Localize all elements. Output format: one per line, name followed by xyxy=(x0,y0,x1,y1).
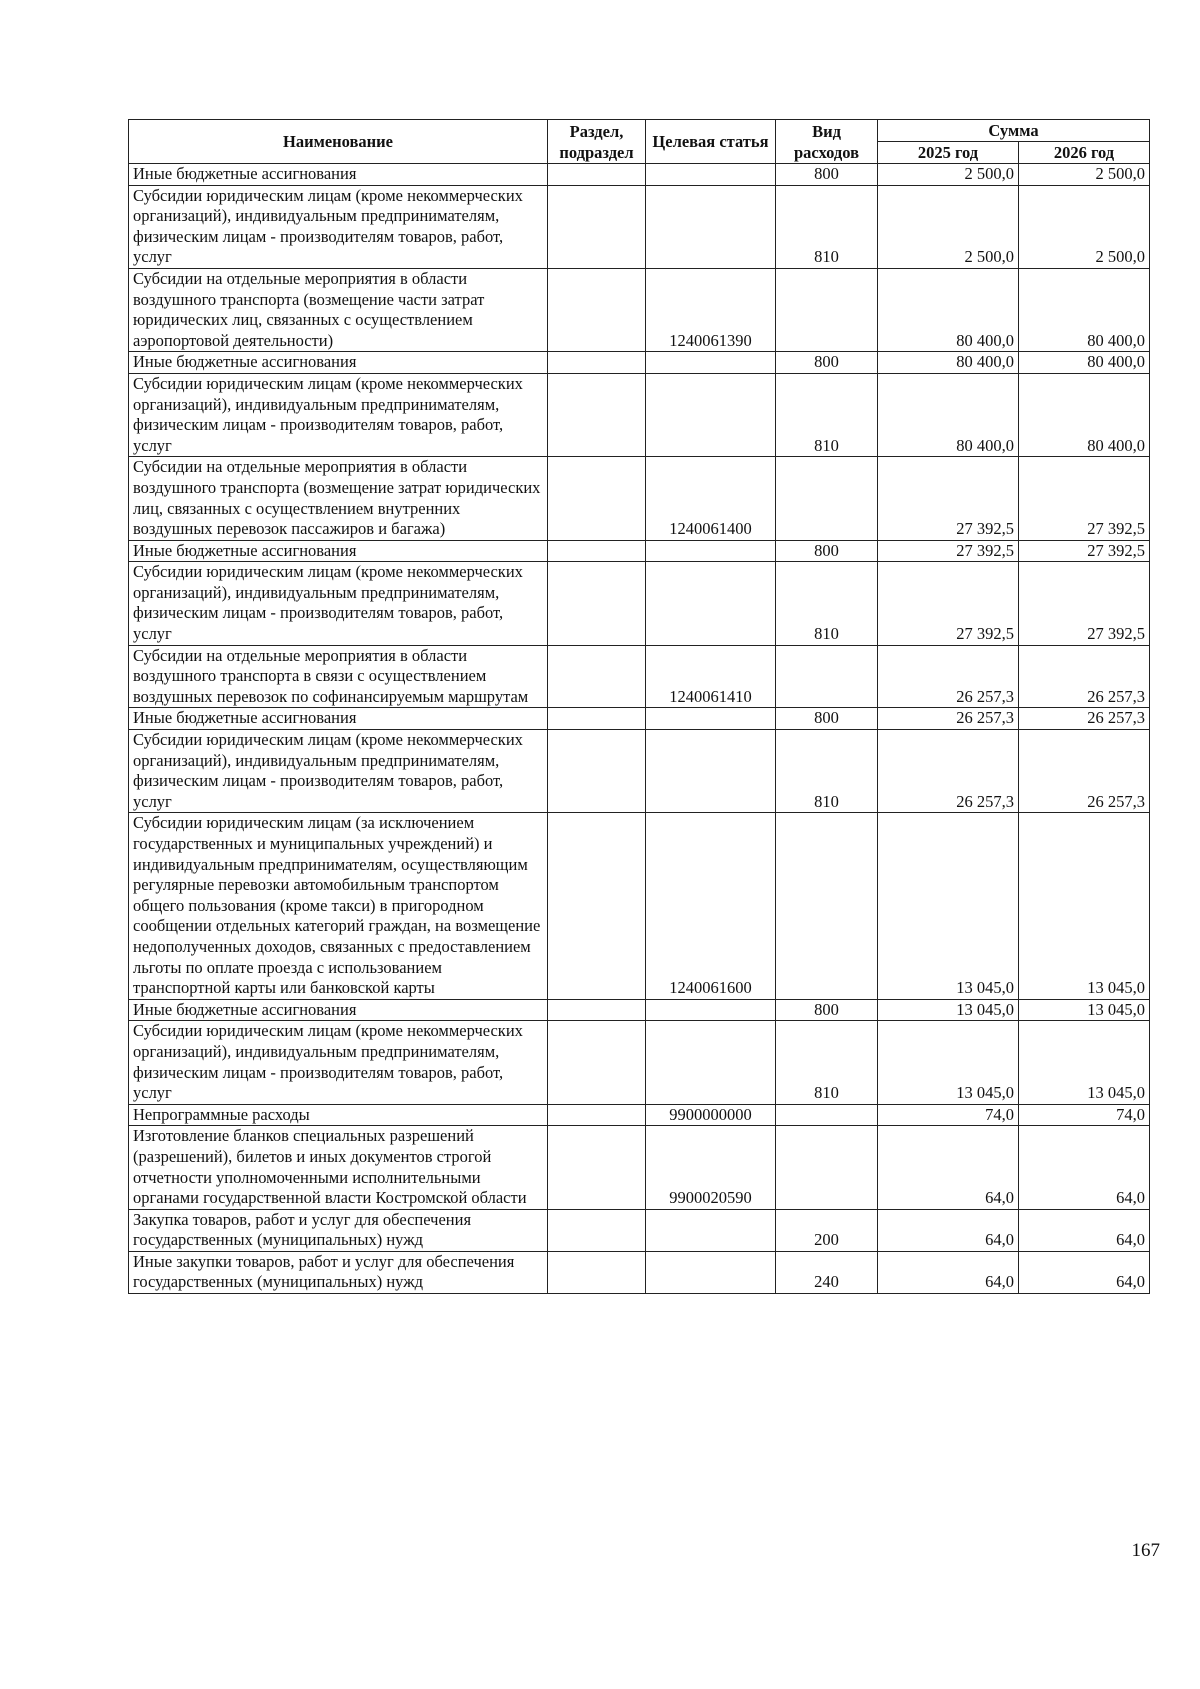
cell-name: Иные бюджетные ассигнования xyxy=(129,352,548,374)
cell-section xyxy=(548,268,646,351)
cell-sum-2026: 2 500,0 xyxy=(1019,164,1150,186)
cell-kind xyxy=(776,645,878,708)
table-row xyxy=(129,813,1150,999)
cell-article xyxy=(646,1209,776,1251)
cell-article xyxy=(646,1021,776,1104)
cell-section xyxy=(548,1021,646,1104)
cell-article xyxy=(646,730,776,813)
table-row xyxy=(129,164,1150,186)
cell-sum-2026: 13 045,0 xyxy=(1019,1021,1150,1104)
cell-kind: 240 xyxy=(776,1251,878,1293)
header-sum: Сумма xyxy=(878,120,1150,142)
cell-name: Субсидии юридическим лицам (за исключением государственных и муниципальных учреждений) и индивидуальным предпринимателям, осуществляющим регулярные перевозки автомобильным транспортом общего пользования (кроме такси) в пригородном сообщении отдельных категорий граждан, на возмещение недополученных доходов, связанных с предоставлением льготы по оплате проезда с использованием транспортной карты или банковской карты xyxy=(129,813,548,999)
cell-sum-2025: 27 392,5 xyxy=(878,562,1019,645)
cell-name: Субсидии на отдельные мероприятия в области воздушного транспорта (возмещение части затрат юридических лиц, связанных с осуществлением аэропортовой деятельности) xyxy=(129,268,548,351)
cell-name: Субсидии юридическим лицам (кроме некоммерческих организаций), индивидуальным предпринимателям, физическим лицам - производителям товаров, работ, услуг xyxy=(129,1021,548,1104)
table-row xyxy=(129,1126,1150,1209)
cell-name: Субсидии юридическим лицам (кроме некоммерческих организаций), индивидуальным предпринимателям, физическим лицам - производителям товаров, работ, услуг xyxy=(129,730,548,813)
cell-article: 1240061390 xyxy=(646,268,776,351)
cell-name: Субсидии юридическим лицам (кроме некоммерческих организаций), индивидуальным предпринимателям, физическим лицам - производителям товаров, работ, услуг xyxy=(129,373,548,456)
table-row xyxy=(129,999,1150,1021)
cell-sum-2025: 13 045,0 xyxy=(878,1021,1019,1104)
cell-article xyxy=(646,540,776,562)
cell-sum-2026: 13 045,0 xyxy=(1019,813,1150,999)
header-section: Раздел, подраздел xyxy=(548,120,646,164)
cell-sum-2026: 64,0 xyxy=(1019,1251,1150,1293)
cell-sum-2025: 26 257,3 xyxy=(878,730,1019,813)
cell-sum-2026: 2 500,0 xyxy=(1019,185,1150,268)
cell-sum-2026: 26 257,3 xyxy=(1019,645,1150,708)
cell-kind: 810 xyxy=(776,1021,878,1104)
cell-section xyxy=(548,1251,646,1293)
cell-article xyxy=(646,562,776,645)
cell-section xyxy=(548,457,646,540)
cell-article xyxy=(646,373,776,456)
cell-sum-2026: 26 257,3 xyxy=(1019,730,1150,813)
cell-article: 9900000000 xyxy=(646,1104,776,1126)
table-row xyxy=(129,1104,1150,1126)
cell-sum-2025: 2 500,0 xyxy=(878,185,1019,268)
cell-name: Закупка товаров, работ и услуг для обеспечения государственных (муниципальных) нужд xyxy=(129,1209,548,1251)
table-row xyxy=(129,645,1150,708)
table-row xyxy=(129,562,1150,645)
table-header xyxy=(129,120,1150,164)
table-row xyxy=(129,185,1150,268)
cell-article: 1240061600 xyxy=(646,813,776,999)
table-row xyxy=(129,1021,1150,1104)
cell-article: 9900020590 xyxy=(646,1126,776,1209)
cell-sum-2025: 27 392,5 xyxy=(878,457,1019,540)
cell-sum-2026: 27 392,5 xyxy=(1019,562,1150,645)
table-row xyxy=(129,457,1150,540)
cell-article xyxy=(646,999,776,1021)
cell-sum-2025: 13 045,0 xyxy=(878,999,1019,1021)
table-row xyxy=(129,352,1150,374)
table-row xyxy=(129,540,1150,562)
cell-name: Субсидии юридическим лицам (кроме некоммерческих организаций), индивидуальным предпринимателям, физическим лицам - производителям товаров, работ, услуг xyxy=(129,562,548,645)
cell-kind xyxy=(776,1104,878,1126)
cell-sum-2025: 74,0 xyxy=(878,1104,1019,1126)
cell-name: Субсидии на отдельные мероприятия в области воздушного транспорта в связи с осуществлением воздушных перевозок по софинансируемым маршрутам xyxy=(129,645,548,708)
cell-name: Иные бюджетные ассигнования xyxy=(129,164,548,186)
cell-sum-2026: 80 400,0 xyxy=(1019,268,1150,351)
cell-kind xyxy=(776,457,878,540)
header-article: Целевая статья xyxy=(646,120,776,164)
cell-kind: 800 xyxy=(776,999,878,1021)
cell-kind xyxy=(776,813,878,999)
cell-sum-2026: 13 045,0 xyxy=(1019,999,1150,1021)
cell-section xyxy=(548,1209,646,1251)
cell-sum-2026: 27 392,5 xyxy=(1019,540,1150,562)
cell-kind: 200 xyxy=(776,1209,878,1251)
cell-name: Субсидии юридическим лицам (кроме некоммерческих организаций), индивидуальным предпринимателям, физическим лицам - производителям товаров, работ, услуг xyxy=(129,185,548,268)
budget-table xyxy=(128,119,1150,1294)
cell-article xyxy=(646,708,776,730)
cell-sum-2025: 2 500,0 xyxy=(878,164,1019,186)
cell-section xyxy=(548,540,646,562)
cell-name: Иные бюджетные ассигнования xyxy=(129,708,548,730)
header-kind: Вид расходов xyxy=(776,120,878,164)
cell-article xyxy=(646,1251,776,1293)
cell-section xyxy=(548,164,646,186)
cell-sum-2025: 64,0 xyxy=(878,1251,1019,1293)
cell-sum-2026: 26 257,3 xyxy=(1019,708,1150,730)
cell-kind: 800 xyxy=(776,540,878,562)
table-row xyxy=(129,730,1150,813)
cell-article: 1240061400 xyxy=(646,457,776,540)
table-row xyxy=(129,1209,1150,1251)
cell-section xyxy=(548,730,646,813)
cell-name: Иные бюджетные ассигнования xyxy=(129,999,548,1021)
cell-kind: 810 xyxy=(776,562,878,645)
cell-section xyxy=(548,1126,646,1209)
table-row xyxy=(129,373,1150,456)
cell-name: Иные закупки товаров, работ и услуг для обеспечения государственных (муниципальных) нужд xyxy=(129,1251,548,1293)
cell-sum-2025: 27 392,5 xyxy=(878,540,1019,562)
cell-section xyxy=(548,645,646,708)
cell-sum-2025: 80 400,0 xyxy=(878,352,1019,374)
cell-kind: 800 xyxy=(776,164,878,186)
header-name: Наименование xyxy=(129,120,548,164)
cell-section xyxy=(548,999,646,1021)
cell-article xyxy=(646,185,776,268)
cell-article: 1240061410 xyxy=(646,645,776,708)
cell-section xyxy=(548,352,646,374)
cell-sum-2026: 80 400,0 xyxy=(1019,352,1150,374)
cell-sum-2026: 64,0 xyxy=(1019,1209,1150,1251)
table-body xyxy=(129,164,1150,1294)
cell-section xyxy=(548,813,646,999)
cell-name: Непрограммные расходы xyxy=(129,1104,548,1126)
cell-kind: 810 xyxy=(776,373,878,456)
cell-sum-2025: 80 400,0 xyxy=(878,268,1019,351)
cell-name: Изготовление бланков специальных разрешений (разрешений), билетов и иных документов строгой отчетности уполномоченными исполнительными органами государственной власти Костромской области xyxy=(129,1126,548,1209)
cell-sum-2025: 13 045,0 xyxy=(878,813,1019,999)
cell-kind: 800 xyxy=(776,708,878,730)
cell-name: Иные бюджетные ассигнования xyxy=(129,540,548,562)
cell-section xyxy=(548,185,646,268)
cell-sum-2025: 80 400,0 xyxy=(878,373,1019,456)
table-row xyxy=(129,708,1150,730)
cell-kind: 810 xyxy=(776,730,878,813)
cell-sum-2025: 64,0 xyxy=(878,1209,1019,1251)
cell-section xyxy=(548,708,646,730)
cell-sum-2026: 27 392,5 xyxy=(1019,457,1150,540)
cell-kind: 800 xyxy=(776,352,878,374)
cell-section xyxy=(548,562,646,645)
cell-name: Субсидии на отдельные мероприятия в области воздушного транспорта (возмещение затрат юридических лиц, связанных с осуществлением внутренних воздушных перевозок пассажиров и багажа) xyxy=(129,457,548,540)
table-row xyxy=(129,1251,1150,1293)
cell-sum-2025: 26 257,3 xyxy=(878,645,1019,708)
header-year-2026: 2026 год xyxy=(1019,142,1150,164)
cell-sum-2026: 64,0 xyxy=(1019,1126,1150,1209)
cell-sum-2025: 64,0 xyxy=(878,1126,1019,1209)
cell-sum-2025: 26 257,3 xyxy=(878,708,1019,730)
cell-sum-2026: 74,0 xyxy=(1019,1104,1150,1126)
cell-kind xyxy=(776,1126,878,1209)
cell-article xyxy=(646,164,776,186)
header-year-2025: 2025 год xyxy=(878,142,1019,164)
page-number: 167 xyxy=(1131,1540,1160,1561)
cell-kind xyxy=(776,268,878,351)
cell-kind: 810 xyxy=(776,185,878,268)
cell-article xyxy=(646,352,776,374)
cell-sum-2026: 80 400,0 xyxy=(1019,373,1150,456)
cell-section xyxy=(548,1104,646,1126)
table-row xyxy=(129,268,1150,351)
cell-section xyxy=(548,373,646,456)
